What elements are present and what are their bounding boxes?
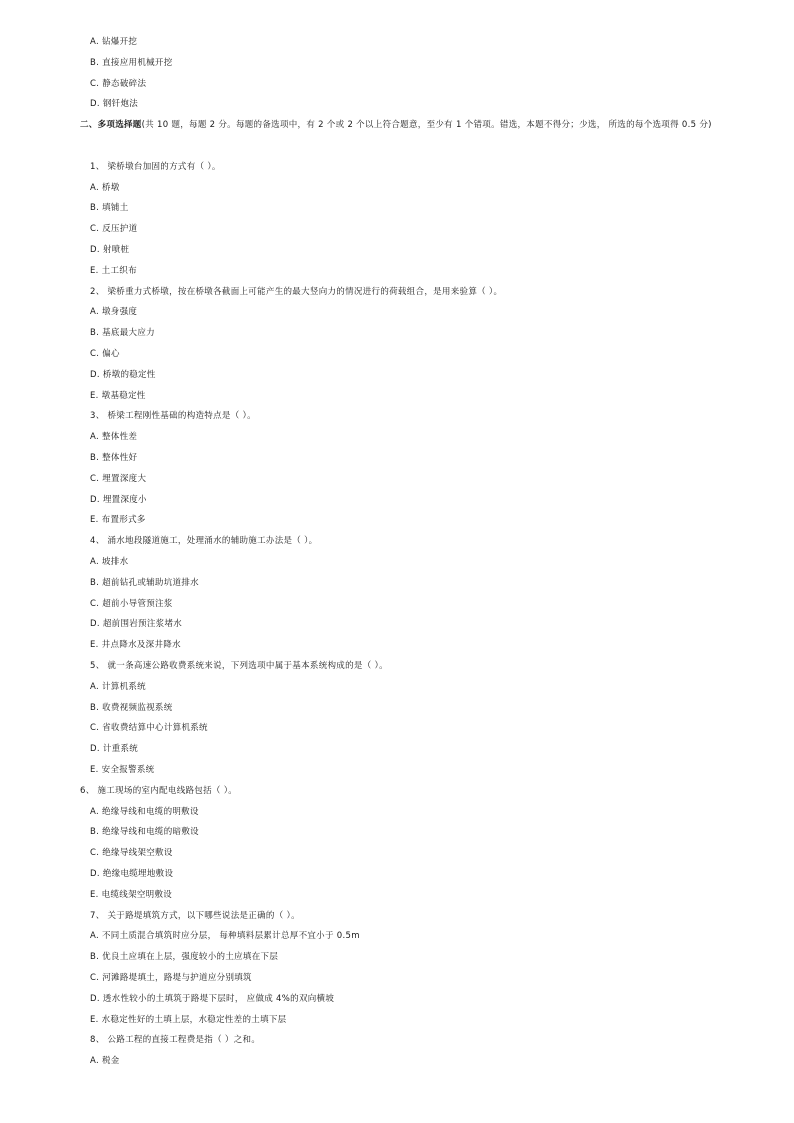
answer-option: B. 优良土应填在上层，强度较小的土应填在下层 bbox=[90, 952, 279, 963]
question-stem: 1、 梁桥墩台加固的方式有（ ）。 bbox=[90, 161, 221, 172]
section-instructions: (共 10 题，每题 2 分。每题的备选项中，有 2 个或 2 个以上符合题意，至少有 1 个错项。错选，本题不得分；少选， 所选的每个选项得 0.5 分) bbox=[141, 120, 712, 131]
answer-option: A. 桥墩 bbox=[90, 182, 120, 193]
question-stem: 2、 梁桥重力式桥墩，按在桥墩各截面上可能产生的最大竖向力的情况进行的荷载组合，是用来验算（ ）。 bbox=[90, 286, 503, 297]
answer-option: B. 绝缘导线和电缆的暗敷设 bbox=[90, 827, 199, 838]
answer-option: A. 税金 bbox=[90, 1056, 120, 1067]
answer-option: C. 静态破碎法 bbox=[90, 78, 147, 89]
question-stem: 6、 施工现场的室内配电线路包括（ ）。 bbox=[80, 785, 238, 796]
answer-option: B. 基底最大应力 bbox=[90, 328, 155, 339]
answer-option: D. 钢钎炮法 bbox=[90, 99, 139, 110]
section-title: 二、多项选择题 bbox=[80, 120, 142, 131]
answer-option: C. 偏心 bbox=[90, 349, 120, 359]
answer-option: A. 钻爆开挖 bbox=[90, 37, 138, 47]
section-header bbox=[80, 119, 712, 131]
question-stem: 8、 公路工程的直接工程费是指（ ）之和。 bbox=[90, 1035, 261, 1046]
answer-option: E. 水稳定性好的土填上层，水稳定性差的土填下层 bbox=[90, 1014, 287, 1025]
answer-option: A. 绝缘导线和电缆的明敷设 bbox=[90, 806, 199, 817]
question-stem: 4、 涌水地段隧道施工，处理涌水的辅助施工办法是（ ）。 bbox=[90, 536, 318, 547]
answer-option: C. 河滩路堤填土，路堤与护道应分别填筑 bbox=[90, 973, 252, 983]
answer-option: C. 埋置深度大 bbox=[90, 473, 147, 484]
answer-option: A. 整体性差 bbox=[90, 432, 138, 443]
answer-option: E. 井点降水及深井降水 bbox=[90, 640, 181, 651]
question-stem: 7、 关于路堤填筑方式，以下哪些说法是正确的（ ）。 bbox=[90, 910, 300, 921]
answer-option: D. 超前围岩预注浆堵水 bbox=[90, 619, 183, 630]
answer-option: D. 绝缘电缆埋地敷设 bbox=[90, 869, 174, 879]
answer-option: C. 绝缘导线架空敷设 bbox=[90, 848, 173, 859]
answer-option: B. 整体性好 bbox=[90, 453, 138, 463]
answer-option: A. 墩身强度 bbox=[90, 307, 138, 318]
answer-option: A. 坡排水 bbox=[90, 557, 129, 567]
question-stem: 3、 桥梁工程刚性基础的构造特点是（ ）。 bbox=[90, 411, 256, 422]
answer-option: E. 布置形式多 bbox=[90, 515, 146, 526]
answer-option: E. 墩基稳定性 bbox=[90, 390, 146, 401]
answer-option: D. 透水性较小的土填筑于路堤下层时， 应做成 4%的双向横坡 bbox=[90, 993, 335, 1004]
answer-option: A. 不同土质混合填筑时应分层， 每种填料层累计总厚不宜小于 0.5m bbox=[90, 931, 360, 942]
answer-option: E. 土工织布 bbox=[90, 265, 137, 276]
answer-option: B. 填铺土 bbox=[90, 203, 129, 214]
answer-option: C. 省收费结算中心计算机系统 bbox=[90, 723, 208, 734]
answer-option: B. 直接应用机械开挖 bbox=[90, 57, 173, 68]
answer-option: C. 反压护道 bbox=[90, 224, 138, 235]
answer-option: D. 桥墩的稳定性 bbox=[90, 369, 156, 380]
answer-option: E. 电缆线架空明敷设 bbox=[90, 889, 173, 900]
answer-option: A. 计算机系统 bbox=[90, 681, 146, 692]
answer-option: D. 埋置深度小 bbox=[90, 494, 147, 505]
answer-option: D. 计重系统 bbox=[90, 744, 139, 755]
answer-option: C. 超前小导管预注浆 bbox=[90, 598, 173, 609]
answer-option: B. 收费视频监视系统 bbox=[90, 702, 173, 713]
answer-option: B. 超前钻孔或辅助坑道排水 bbox=[90, 577, 199, 588]
answer-option: D. 射喷桩 bbox=[90, 245, 130, 255]
question-stem: 5、 就一条高速公路收费系统来说，下列选项中属于基本系统构成的是（ ）。 bbox=[90, 661, 388, 671]
answer-option: E. 安全报警系统 bbox=[90, 765, 155, 775]
